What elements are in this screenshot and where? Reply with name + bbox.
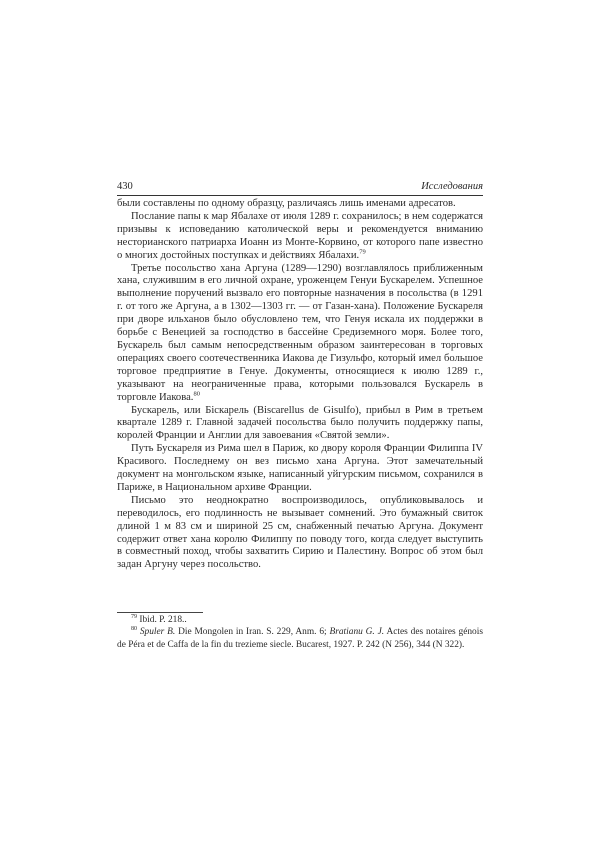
paragraph: Третье посольство хана Аргуна (1289—1290) возглавлялось приближенным хана, служившим в его личной охране, уроженцем Генуи Бускарелем. Успешное выполнение поручений вызвало его повторные назначения в посольства (в 1291 г. от того же Аргуна, а в 1302—1303 гг. — от Газан-хана). Положение Бускареля при дворе ильханов было обусловлено тем, что Генуя искала их поддержки в борьбе с Венецией за господство в бассейне Средиземного моря. Более того, Бускарель был самым непосредственным образом заинтересован в торговых операциях своего соотечественника Иакова де Гизульфо, который имел большое торговое предприятие в Генуе. Документы, относящиеся к июлю 1289 г., указывают на неограниченные права, которыми пользовался Бускарель в торговле Иакова.$^{80}$	[117, 262, 483, 403]
body-text	[117, 198, 483, 572]
footnote: $^{80}$ Spuler B. Die Mongolen in Iran. S. 229, Anm. 6; Bratianu G. J. Actes des notaires génois de Péra et de Caffa de la fin du trezieme siecle. Bucarest, 1927. P. 242 (N 256), 344 (N 322).	[117, 626, 483, 650]
footnotes	[117, 614, 483, 651]
footnote-number: 80	[131, 626, 137, 633]
running-header	[117, 181, 483, 196]
footnote-divider	[117, 612, 203, 613]
footnote: $^{79}$ Ibid. P. 218..	[131, 613, 187, 625]
paragraph: Письмо это неоднократно воспроизводилось, опубликовывалось и переводилось, его подлинность не вызывает сомнений. Это бумажный свиток длиной 1 м 83 см и шириной 25 см, снабженный печатью Аргуна. Документ содержит ответ хана королю Филиппу по поводу того, когда следует выступить в совместный поход, чтобы захватить Сирию и Палестину. Вопрос об этом был задан Аргуну через посольство.	[117, 494, 483, 571]
footnote-number: 79	[131, 613, 137, 620]
footnote-author: Spuler B.	[139, 627, 176, 638]
paragraph: Послание папы к мар Ябалахе от июля 1289 г. сохранилось; в нем содержатся призывы к исповеданию католической веры и рекомендуется вниманию несторианского патриарха Иоанн из Монте-Корвино, от которого папе известно о многих достойных поступках и действиях Ябалахи.$^{79}$	[117, 210, 483, 261]
paragraph: Путь Бускареля из Рима шел в Париж, ко двору короля Франции Филиппа IV Красивого. Последнему он вез письмо хана Аргуна. Этот замечательный документ на монгольском языке, написанный уйгурским письмом, сохранился в Париже, в Национальном архиве Франции.	[117, 443, 483, 493]
footnote-author: Bratianu G. J.	[329, 627, 385, 638]
page-number: 430	[117, 181, 133, 192]
footnote-ref[interactable]: 80	[193, 390, 200, 398]
paragraph: были составлены по одному образцу, различаясь лишь именами адресатов.	[117, 198, 456, 209]
paragraph: Бускарель, или Біскарель (Biscarellus de Gisulfo), прибыл в Рим в третьем квартале 1289 г. Главной задачей посольства было получить поддержку папы, королей Франции и Англии для завоевания «Святой земли».	[117, 404, 483, 442]
footnote-ref[interactable]: 79	[359, 248, 366, 256]
running-title: Исследования	[421, 181, 483, 192]
